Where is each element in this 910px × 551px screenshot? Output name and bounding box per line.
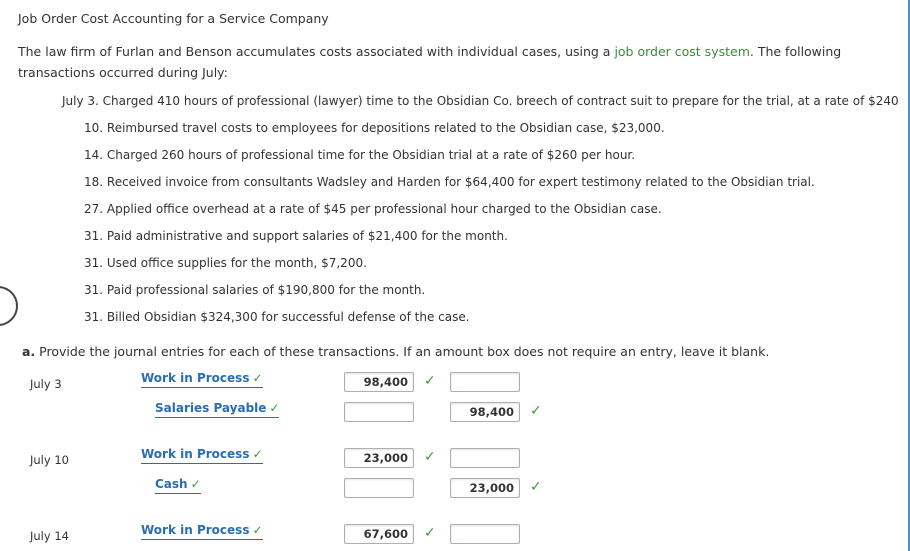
account-select[interactable] bbox=[155, 477, 201, 494]
credit-input[interactable] bbox=[450, 524, 520, 544]
transaction-line: 18. Received invoice from consultants Wadsley and Harden for $64,400 for expert testimony related to the Obsidian trial. bbox=[84, 175, 815, 189]
question-label: a. bbox=[22, 344, 36, 359]
check-icon: ✓ bbox=[252, 447, 263, 461]
check-icon: ✓ bbox=[424, 525, 436, 541]
debit-input[interactable]: 23,000 bbox=[344, 448, 414, 468]
transaction-line: 31. Used office supplies for the month, $7,200. bbox=[84, 256, 367, 270]
page-title: Job Order Cost Accounting for a Service Company bbox=[18, 11, 329, 26]
intro-text-before: The law firm of Furlan and Benson accumulates costs associated with individual cases, using a bbox=[18, 44, 615, 59]
account-name: Work in Process bbox=[141, 371, 250, 385]
credit-input[interactable] bbox=[450, 372, 520, 392]
transaction-line: 10. Reimbursed travel costs to employees for depositions related to the Obsidian case, $23,000. bbox=[84, 121, 665, 135]
account-select[interactable] bbox=[155, 401, 279, 418]
check-icon: ✓ bbox=[530, 479, 542, 495]
transaction-line: July 3. Charged 410 hours of professional (lawyer) time to the Obsidian Co. breech of contract suit to prepare for the trial, at a rate of $240 bbox=[62, 94, 899, 108]
check-icon: ✓ bbox=[252, 523, 263, 537]
account-name: Work in Process bbox=[141, 447, 250, 461]
credit-input[interactable]: 98,400 bbox=[450, 402, 520, 422]
check-icon: ✓ bbox=[252, 371, 263, 385]
debit-input[interactable] bbox=[344, 402, 414, 422]
entry-date: July 3 bbox=[30, 377, 62, 391]
intro-text-after: . The following transactions occurred during July: bbox=[18, 44, 842, 80]
account-select[interactable] bbox=[141, 523, 263, 540]
check-icon: ✓ bbox=[530, 403, 542, 419]
debit-input[interactable]: 98,400 bbox=[344, 372, 414, 392]
account-name: Salaries Payable bbox=[155, 401, 267, 415]
entry-date: July 10 bbox=[30, 453, 69, 467]
transaction-line: 14. Charged 260 hours of professional time for the Obsidian trial at a rate of $260 per hour. bbox=[84, 148, 636, 162]
credit-input[interactable]: 23,000 bbox=[450, 478, 520, 498]
job-order-cost-system-link[interactable]: job order cost system bbox=[614, 44, 750, 59]
entry-date: July 14 bbox=[30, 529, 69, 543]
account-select[interactable] bbox=[141, 371, 263, 388]
question-prompt bbox=[22, 344, 769, 359]
transaction-line: 27. Applied office overhead at a rate of $45 per professional hour charged to the Obsidian case. bbox=[84, 202, 662, 216]
credit-input[interactable] bbox=[450, 448, 520, 468]
partial-circle-widget[interactable] bbox=[0, 286, 18, 326]
check-icon: ✓ bbox=[190, 477, 201, 491]
intro-paragraph bbox=[18, 41, 898, 83]
question-text: Provide the journal entries for each of these transactions. If an amount box does not require an entry, leave it blank. bbox=[35, 344, 770, 359]
debit-input[interactable]: 67,600 bbox=[344, 524, 414, 544]
transaction-line: 31. Paid professional salaries of $190,800 for the month. bbox=[84, 283, 426, 297]
check-icon: ✓ bbox=[269, 401, 280, 415]
check-icon: ✓ bbox=[424, 373, 436, 389]
account-name: Cash bbox=[155, 477, 188, 491]
transaction-line: 31. Paid administrative and support salaries of $21,400 for the month. bbox=[84, 229, 508, 243]
check-icon: ✓ bbox=[424, 449, 436, 465]
debit-input[interactable] bbox=[344, 478, 414, 498]
account-select[interactable] bbox=[141, 447, 263, 464]
transaction-line: 31. Billed Obsidian $324,300 for successful defense of the case. bbox=[84, 310, 470, 324]
account-name: Work in Process bbox=[141, 523, 250, 537]
